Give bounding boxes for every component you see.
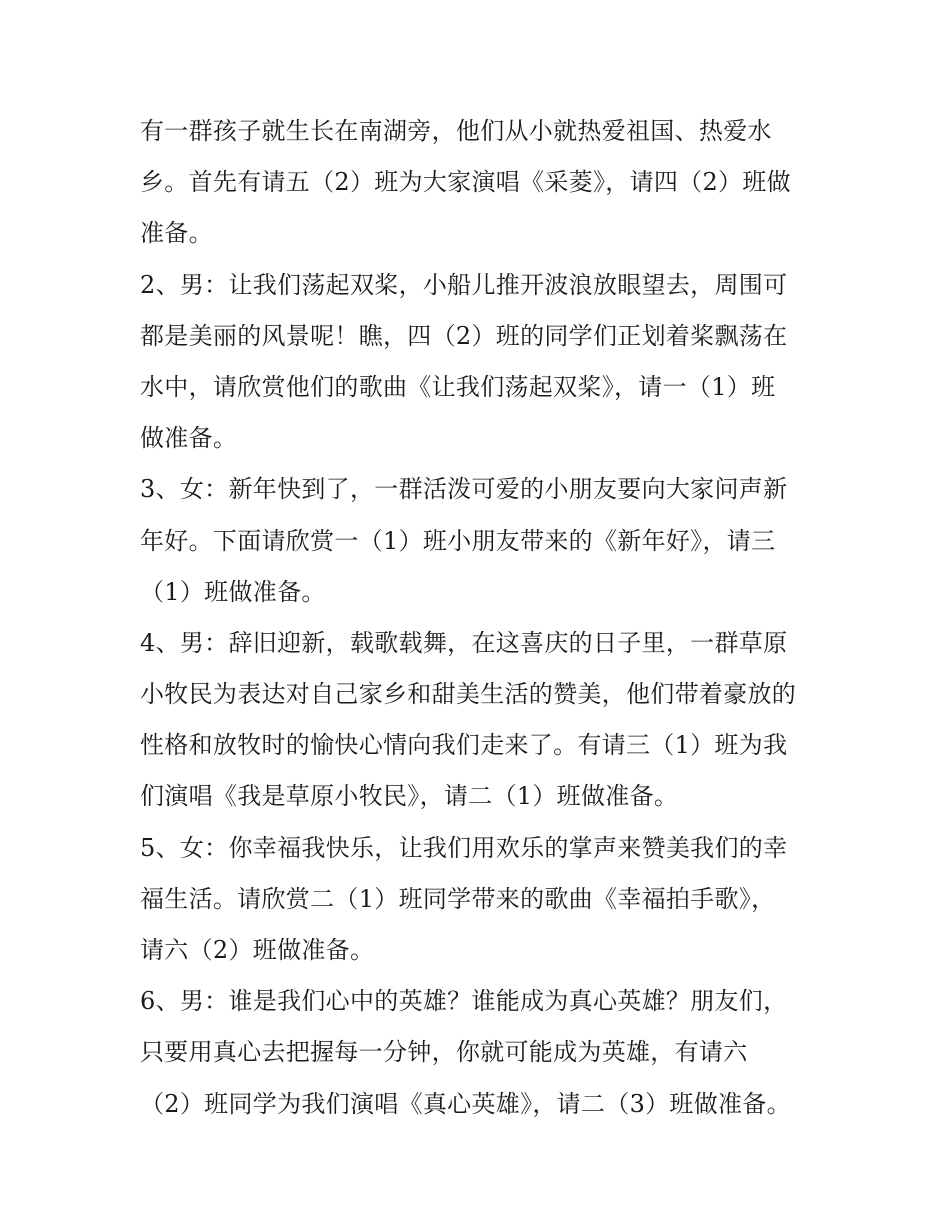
text-line: 有一群孩子就生长在南湖旁，他们从小就热爱祖国、热爱水	[140, 117, 772, 145]
paragraph-item-2	[140, 260, 820, 465]
text-line: 做准备。	[140, 424, 238, 453]
text-line: 4、男：辞旧迎新，载歌载舞，在这喜庆的日子里，一群草原	[140, 628, 788, 657]
text-line: 3、女：新年快到了，一群活泼可爱的小朋友要向大家问声新	[140, 475, 788, 504]
paragraph-item-4	[140, 618, 820, 823]
text-line: 福生活。请欣赏二（1）班同学带来的歌曲《幸福拍手歌》，	[140, 884, 776, 913]
text-line: 年好。下面请欣赏一（1）班小朋友带来的《新年好》，请三	[140, 526, 776, 555]
text-line: 请六（2）班做准备。	[140, 936, 375, 964]
document-body	[140, 106, 820, 1130]
paragraph-item-5	[140, 823, 820, 977]
text-line: 6、男：谁是我们心中的英雄？谁能成为真心英雄？朋友们，	[140, 987, 788, 1016]
text-line: 2、男：让我们荡起双桨，小船儿推开波浪放眼望去，周围可	[140, 270, 788, 299]
text-line: 只要用真心去把握每一分钟，你就可能成为英雄，有请六	[140, 1038, 748, 1067]
paragraph-item-6	[140, 976, 820, 1130]
text-line: 5、女：你幸福我快乐，让我们用欢乐的掌声来赞美我们的幸	[140, 833, 788, 862]
text-line: 水中，请欣赏他们的歌曲《让我们荡起双桨》，请一（1）班	[140, 372, 776, 401]
text-line: （2）班同学为我们演唱《真心英雄》，请二（3）班做准备。	[140, 1089, 791, 1118]
paragraph-item-3	[140, 464, 820, 618]
text-line: 性格和放牧时的愉快心情向我们走来了。有请三（1）班为我	[140, 731, 788, 760]
text-line: 准备。	[140, 219, 213, 248]
paragraph-intro	[140, 106, 820, 260]
text-line: 乡。首先有请五（2）班为大家演唱《采菱》，请四（2）班做	[140, 168, 791, 197]
text-line: 们演唱《我是草原小牧民》，请二（1）班做准备。	[140, 782, 679, 811]
text-line: 小牧民为表达对自己家乡和甜美生活的赞美，他们带着豪放的	[140, 680, 797, 709]
text-line: （1）班做准备。	[140, 577, 326, 606]
text-line: 都是美丽的风景呢！瞧，四（2）班的同学们正划着桨飘荡在	[140, 321, 788, 350]
